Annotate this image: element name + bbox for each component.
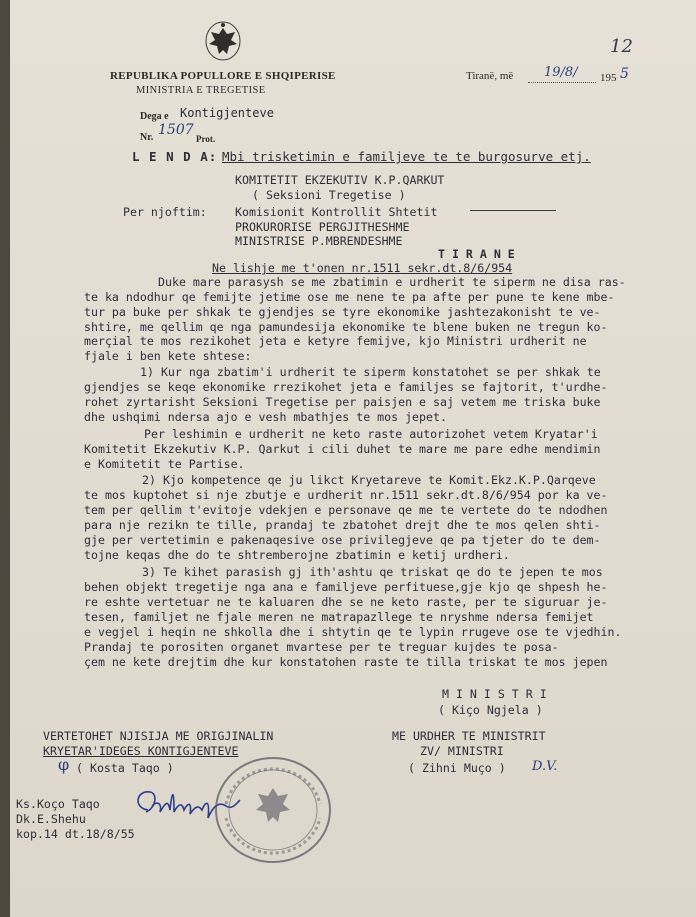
body-line: Duke mare parasysh se me zbatimin e urdherit te siperm ne disa ras-	[158, 275, 626, 289]
albanian-eagle-emblem	[203, 20, 243, 62]
certification-name: ( Kosta Taqo )	[76, 761, 174, 775]
recipient-line-1: KOMITETIT EKZEKUTIV K.P.QARKUT	[235, 173, 445, 187]
deputy-line-1: ME URDHER TE MINISTRIT	[392, 729, 546, 743]
info-line-3: MINISTRISE P.MBRENDESHME	[235, 234, 403, 248]
body-line: Komitetit Ekzekutiv K.P. Qarkut i cili duhet te mare me pare edhe mendimin	[84, 442, 601, 456]
body-line: dhe ushqimi ndersa ajo e vesh mbathjes te mos jepet.	[84, 410, 447, 424]
body-line: re eshte vertetuar ne te kaluaren dhe se ne keto raste, per te siguruar je-	[84, 595, 608, 609]
copies-line-2: Dk.E.Shehu	[16, 812, 86, 826]
body-line: çem ne kete drejtim dhe kur konstatohen raste te tilla triskat te mos jepen	[84, 655, 608, 669]
body-line: fjale i ben kete shtese:	[84, 349, 252, 363]
copies-line-3: kop.14 dt.18/8/55	[16, 827, 135, 841]
year-prefix: 195	[600, 72, 617, 84]
certification-line-1: VERTETOHET NJISIJA ME ORIGJINALIN	[43, 729, 274, 743]
body-line: shtire, me qellim qe nga pamundesija ekonomike te blene buken ne tregun ko-	[84, 320, 608, 334]
body-line: Prandaj te porositen organet mvartese per te treguar kujdes te posa-	[84, 640, 559, 654]
recipient-line-2: ( Seksioni Tregetise )	[252, 188, 406, 202]
protocol-number: 1507	[158, 122, 194, 138]
body-line: 2) Kjo kompetence qe ju likct Kryetareve te Komit.Ekz.K.P.Qarqeve	[142, 473, 596, 487]
page-number: 12	[610, 36, 633, 57]
subject-label: L E N D A:	[132, 149, 218, 164]
body-line: gjendjes se keqe ekonomike rrezikohet jeta e familjes se fajtorit, t'urdhe-	[84, 380, 608, 394]
separator-line	[470, 210, 556, 211]
body-line: behen objekt tregetije nga ana e familjeve perfituese,gje kjo qe shpesh he-	[84, 580, 608, 594]
info-line-2: PROKURORISE PERGJITHESHME	[235, 220, 410, 234]
document-page	[10, 0, 696, 917]
dega-label: Dega e	[140, 111, 169, 122]
certification-initial: φ	[58, 755, 70, 774]
info-line-1: Komisionit Kontrollit Shtetit	[235, 205, 438, 219]
body-line: tur pa buke per shkak te gjendjes se tyre ekonomike jashtezakonisht te ve-	[84, 305, 601, 319]
minister-name: ( Kiço Ngjela )	[438, 703, 543, 717]
body-line: para nje rezikn te tille, prandaj te zbatohet drejt dhe te mos qelen shti-	[84, 518, 601, 532]
body-line: tesen, familjet ne fjale meren ne matrapazllege te nryshme ndersa femijet	[84, 610, 594, 624]
body-line: e vegjel i heqin ne shkolla dhe i shtytin qe te lypin rrugeve ose te vjedhin.	[84, 625, 622, 639]
body-line: tem per qellim t'evitoje vdekjen e personave qe me te vertete do te ndodhen	[84, 503, 608, 517]
minister-title: M I N I S T R I	[442, 687, 547, 701]
body-line: Per leshimin e urdherit ne keto raste autorizohet vetem Kryatar'i	[144, 427, 598, 441]
body-line: rohet zyrtarisht Seksioni Tregetise per paisjen e saj vetem me triska buke	[84, 395, 601, 409]
dega-value: Kontigjenteve	[180, 106, 274, 120]
body-line: tojne keqas dhe do te shtremberojne zbatimin e ketij urdheri.	[84, 548, 510, 562]
nr-label: Nr.	[140, 132, 154, 143]
body-line: te ka ndodhur qe femijte jetime ose me nene te pa afte per pune te kene mbe-	[84, 290, 615, 304]
body-line: 1) Kur nga zbatim'i urdherit te siperm konstatohet se per shkak te	[140, 365, 601, 379]
copies-line-1: Ks.Koço Taqo	[16, 797, 100, 811]
body-line: 3) Te kihet parasish gj ith'ashtu qe triskat qe do te jepen te mos	[142, 565, 603, 579]
ministry-name: MINISTRIA E TREGETISE	[136, 85, 266, 96]
subject-text: Mbi trisketimin e familjeve te te burgosurve etj.	[222, 149, 591, 164]
reference-line: Ne lishje me t'onen nr.1511 sekr.dt.8/6/954	[212, 261, 513, 275]
city-label: Tiranë, më	[466, 70, 514, 82]
date-handwritten: 19/8/	[544, 65, 578, 80]
prot-label: Prot.	[196, 134, 216, 144]
official-stamp	[212, 754, 334, 866]
republic-name: REPUBLIKA POPULLORE E SHQIPERISE	[110, 70, 336, 82]
body-line: e Komitetit te Partise.	[84, 457, 245, 471]
date-field	[528, 65, 596, 83]
deputy-dv: D.V.	[532, 759, 558, 774]
body-line: te mos kuptohet si nje zbutje e urdherit nr.1511 sekr.dt.8/6/954 por ka ve-	[84, 488, 608, 502]
body-line: merçial te mos rezikohet jeta e ketyre femijve, kjo Ministri urdherit ne	[84, 334, 587, 348]
deputy-name: ( Zihni Muço )	[408, 761, 506, 775]
body-line: gje per vertetimin e pakenaqesive ose privilegjeve qe pa tjeter do te dem-	[84, 533, 601, 547]
page-edge	[0, 0, 10, 917]
info-city: T I R A N E	[438, 247, 515, 261]
certification-line-2: KRYETAR'IDEGES KONTIGJENTEVE	[43, 744, 239, 758]
deputy-line-2: ZV/ MINISTRI	[420, 744, 504, 758]
year-handwritten: 5	[620, 66, 629, 82]
info-label: Per njoftim:	[123, 205, 207, 219]
